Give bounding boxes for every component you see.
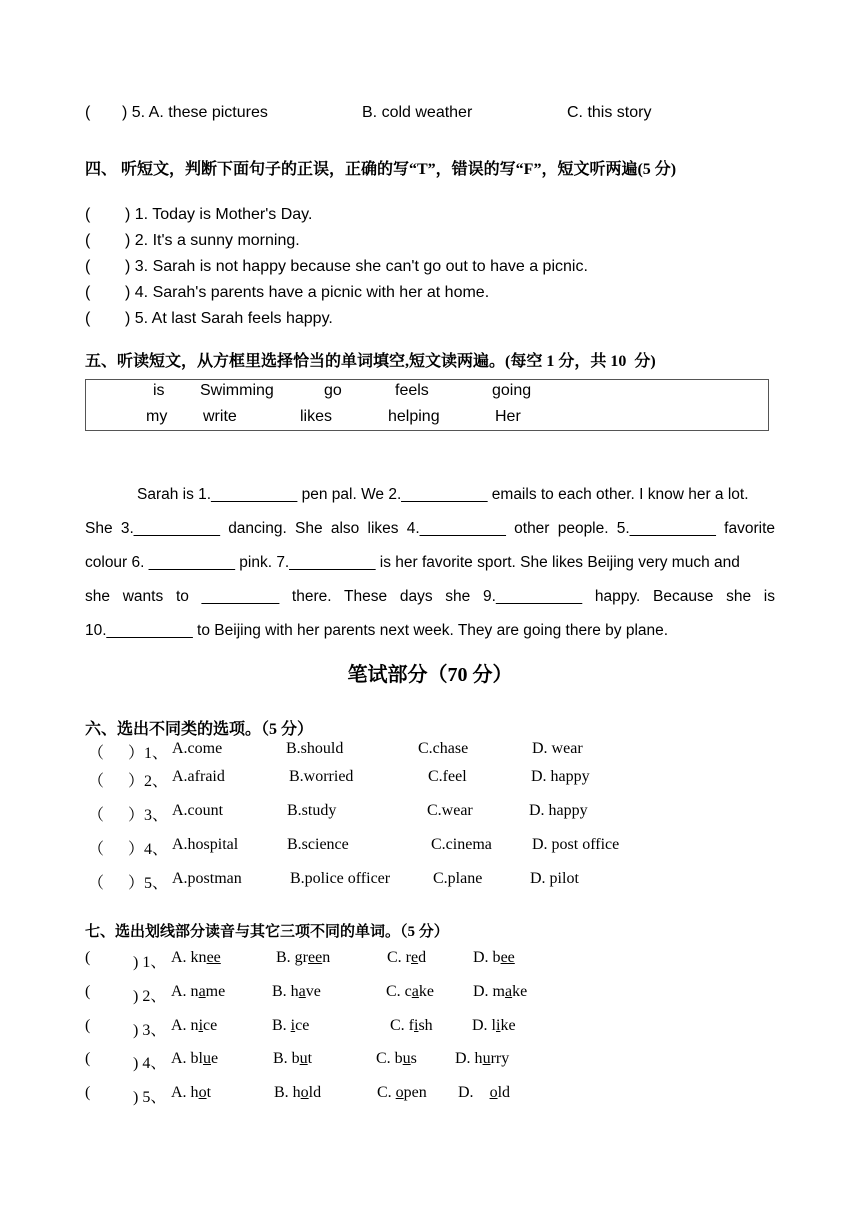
- underlined-letters: u: [203, 1050, 211, 1067]
- item-number: （ ）4、: [88, 841, 169, 858]
- option-d: D. happy: [529, 802, 588, 819]
- option-a: A. name: [171, 983, 226, 1000]
- answer-paren: (: [85, 1084, 91, 1101]
- word-bank-word: helping: [388, 408, 440, 425]
- item-number: ) 5、: [133, 1089, 167, 1106]
- item-number: ) 2、: [133, 988, 167, 1005]
- option-c: C. bus: [376, 1050, 417, 1067]
- tf-item-4: ) 4. Sarah's parents have a picnic with her at home.: [125, 284, 490, 301]
- underlined-letters: u: [402, 1050, 411, 1067]
- underlined-letters: a: [298, 983, 306, 1000]
- answer-paren: (: [85, 206, 91, 223]
- word-bank-word: Her: [495, 408, 521, 425]
- option-d: D. make: [473, 983, 528, 1000]
- word-bank-word: feels: [395, 382, 429, 399]
- option-a: A.hospital: [172, 836, 239, 853]
- option-b: B. ice: [272, 1017, 310, 1034]
- answer-paren: (: [85, 284, 91, 301]
- underlined-letters: i: [496, 1017, 501, 1034]
- underlined-letters: a: [198, 983, 206, 1000]
- answer-paren: (: [85, 104, 91, 121]
- underlined-letters: i: [198, 1017, 204, 1034]
- option-c: C. open: [377, 1084, 427, 1101]
- answer-paren: (: [85, 310, 91, 327]
- option-b: B.science: [287, 836, 349, 853]
- underlined-letters: ee: [206, 949, 221, 966]
- word-bank-word: likes: [300, 408, 333, 425]
- item-number: ) 3、: [133, 1022, 167, 1039]
- underlined-letters: ee: [500, 949, 515, 966]
- option-c: C. cake: [386, 983, 434, 1000]
- tf-item-1: ) 1. Today is Mother's Day.: [125, 206, 313, 223]
- answer-paren: (: [85, 232, 91, 249]
- item-number: （ ）1、: [88, 745, 169, 762]
- item-number: （ ）3、: [88, 807, 169, 824]
- option-d: D. happy: [531, 768, 590, 785]
- option-d: D. wear: [532, 740, 583, 757]
- section-7-title: 七、选出划线部分读音与其它三项不同的单词。（5 分）: [85, 924, 449, 940]
- underlined-letters: a: [411, 983, 419, 1000]
- option-b: B. but: [273, 1050, 313, 1067]
- section-6-title: 六、选出不同类的选项。（5 分）: [85, 721, 314, 738]
- underlined-letters: i: [414, 1017, 419, 1034]
- option-b: B. green: [276, 949, 331, 966]
- option-d: D. hurry: [455, 1050, 510, 1067]
- section-4-title: 四、 听短文，判断下面句子的正误，正确的写“T”，错误的写“F”，短文听两遍(5 分): [85, 161, 677, 178]
- option-a: A. hot: [171, 1084, 212, 1101]
- tf-item-5: ) 5. At last Sarah feels happy.: [125, 310, 333, 327]
- option-c: C.cinema: [431, 836, 492, 853]
- passage-line: She 3.__________ dancing. She also likes 4.__________ other people. 5.__________ favorite: [85, 520, 775, 537]
- option-b: B. cold weather: [362, 104, 473, 121]
- option-d: D. old: [458, 1084, 511, 1101]
- option-d: D. post office: [532, 836, 620, 853]
- answer-paren: (: [85, 1017, 91, 1034]
- option-a: A.postman: [172, 870, 242, 887]
- word-bank-word: going: [492, 382, 532, 399]
- word-bank-word: is: [153, 382, 165, 399]
- question-stem: ) 5. A. these pictures: [122, 104, 268, 121]
- option-b: B.worried: [289, 768, 354, 785]
- option-c: C.chase: [418, 740, 469, 757]
- answer-paren: (: [85, 949, 91, 966]
- word-bank-word: Swimming: [200, 382, 274, 399]
- underlined-letters: o: [198, 1084, 207, 1101]
- underlined-letters: o: [489, 1084, 498, 1101]
- option-a: A.come: [172, 740, 223, 757]
- item-number: ) 4、: [133, 1055, 167, 1072]
- option-b: B. hold: [274, 1084, 322, 1101]
- underlined-letters: ee: [308, 949, 323, 966]
- item-number: （ ）2、: [88, 773, 169, 790]
- tf-item-3: ) 3. Sarah is not happy because she can't go out to have a picnic.: [125, 258, 588, 275]
- written-section-heading: 笔试部分（70 分）: [347, 664, 513, 686]
- option-a: A.afraid: [172, 768, 225, 785]
- option-b: B. have: [272, 983, 321, 1000]
- answer-paren: (: [85, 983, 91, 1000]
- answer-paren: (: [85, 1050, 91, 1067]
- underlined-letters: u: [482, 1050, 491, 1067]
- option-c: C.feel: [428, 768, 467, 785]
- answer-paren: (: [85, 258, 91, 275]
- underlined-letters: o: [300, 1084, 309, 1101]
- passage-line: Sarah is 1.__________ pen pal. We 2.__________ emails to each other. I know her a lot.: [137, 486, 749, 503]
- item-number: （ ）5、: [88, 875, 169, 892]
- option-a: A. blue: [171, 1050, 219, 1067]
- option-c: C. red: [387, 949, 427, 966]
- word-bank-word: go: [324, 382, 342, 399]
- option-c: C. this story: [567, 104, 652, 121]
- option-d: D. like: [472, 1017, 516, 1034]
- option-c: C.plane: [433, 870, 483, 887]
- underlined-letters: o: [395, 1084, 404, 1101]
- option-d: D. bee: [473, 949, 515, 966]
- tf-item-2: ) 2. It's a sunny morning.: [125, 232, 300, 249]
- option-b: B.police officer: [290, 870, 391, 887]
- underlined-letters: e: [411, 949, 419, 966]
- underlined-letters: i: [290, 1017, 296, 1034]
- option-a: A. nice: [171, 1017, 218, 1034]
- option-c: C. fish: [390, 1017, 433, 1034]
- word-bank-word: write: [203, 408, 237, 425]
- option-d: D. pilot: [530, 870, 579, 887]
- option-c: C.wear: [427, 802, 473, 819]
- underlined-letters: u: [299, 1050, 308, 1067]
- option-b: B.study: [287, 802, 337, 819]
- option-a: A.count: [172, 802, 224, 819]
- passage-line: colour 6. __________ pink. 7.__________ is her favorite sport. She likes Beijing very much and: [85, 554, 740, 571]
- underlined-letters: a: [505, 983, 513, 1000]
- option-b: B.should: [286, 740, 344, 757]
- option-a: A. knee: [171, 949, 221, 966]
- section-5-title: 五、听读短文，从方框里选择恰当的单词填空,短文读两遍。(每空 1 分，共 10 分): [85, 353, 656, 370]
- word-bank-word: my: [146, 408, 168, 425]
- item-number: ) 1、: [133, 954, 167, 971]
- passage-line: 10.__________ to Beijing with her parents next week. They are going there by plane.: [85, 622, 669, 639]
- passage-line: she wants to _________ there. These days she 9.__________ happy. Because she is: [85, 588, 775, 605]
